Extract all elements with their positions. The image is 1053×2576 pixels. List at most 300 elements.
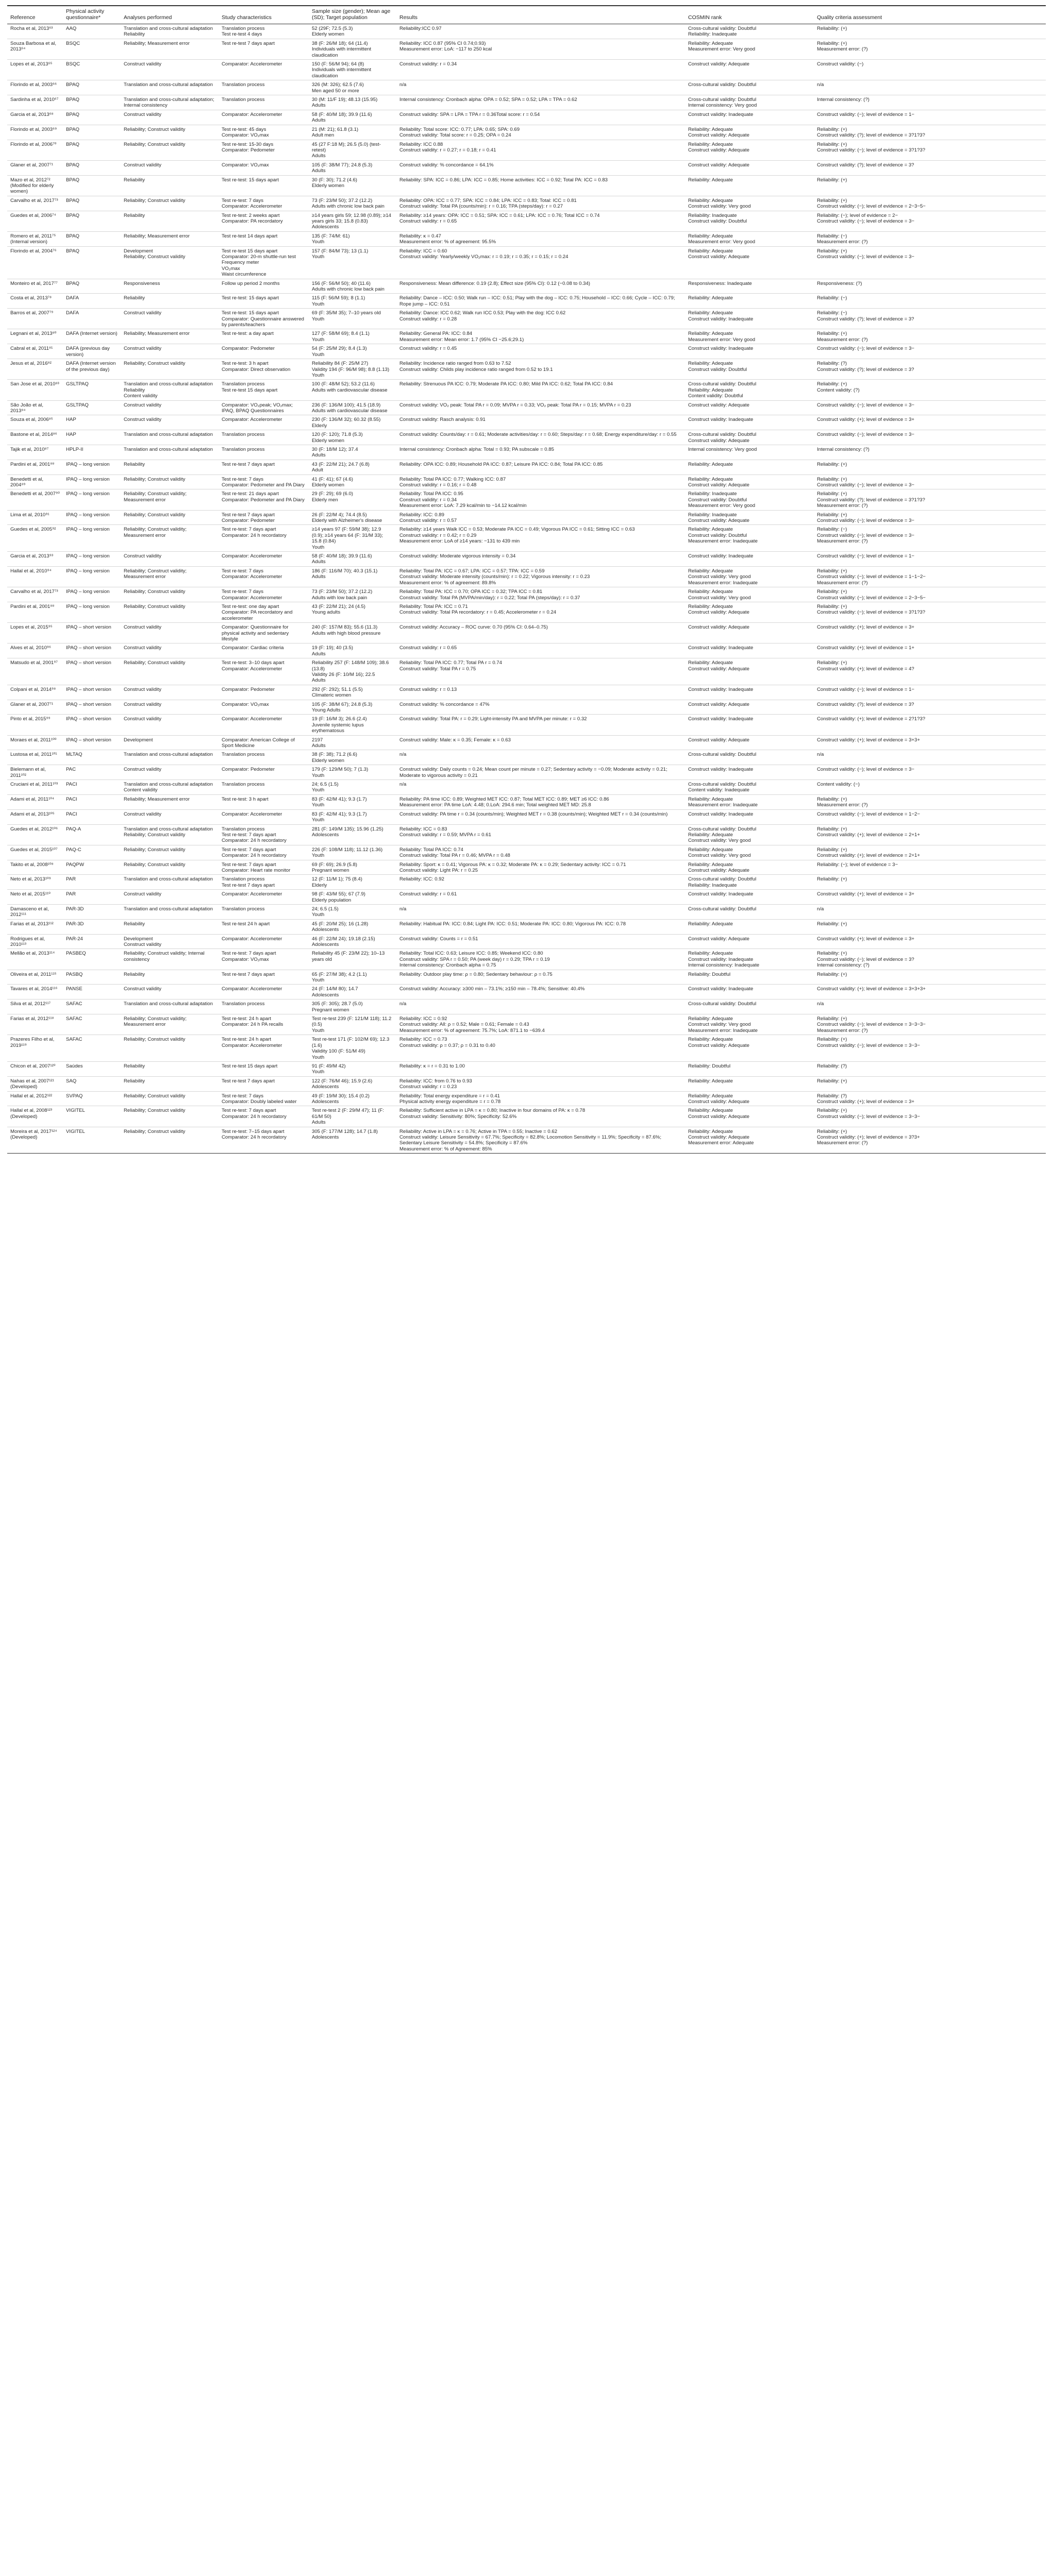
cell-study-characteristics: Translation process	[219, 95, 309, 110]
table-row	[7, 890, 1046, 905]
cell-cosmin-rank: Cross-cultural validity: Doubtful Internal consistency: Very good	[685, 95, 814, 110]
cell-results: Reliability: Total PA ICC: 0.95 Construct validity: r = 0.34 Measurement error: LoA: 7.29 kcal/min to −14.12 kcal/min	[396, 489, 685, 510]
cell-quality-criteria: Internal consistency: (?)	[814, 95, 1046, 110]
cell-results: Construct validity: Male: κ = 0.35; Female: κ = 0.63	[396, 735, 685, 750]
cell-quality-criteria: Reliability: (+) Construct validity: (−); level of evidence = 3?1?3?	[814, 140, 1046, 160]
cell-results: Reliability: SPA: ICC = 0.86; LPA: ICC = 0.85; Home activities: ICC = 0.92; Total PA: ICC = 0.83	[396, 175, 685, 196]
cell-sample: 73 (F: 23/M 50); 37.2 (12.2) Adults with low back pain	[309, 587, 396, 602]
cell-results: Construct validity: VO₂ peak: Total PA r = 0.09; MVPA r = 0.33; VO₂ peak: Total PA r = 0.15; MVPA r = 0.23	[396, 400, 685, 415]
cell-results: Reliability: ≥14 years Walk ICC = 0.53; Moderate PA ICC = 0.49; Vigorous PA ICC = 0.61; Sitting ICC = 0.63 Construct validity: r = 0.42; r = 0.29 Measurement error: LoA of ≥14 years: −131 to 439 min	[396, 525, 685, 552]
cell-study-characteristics: Test re-test: 3–10 days apart Comparator: Accelerometer	[219, 658, 309, 685]
cell-results: Construct validity: r = 0.65	[396, 643, 685, 658]
cell-quality-criteria: Reliability: (+) Measurement error: (?)	[814, 39, 1046, 59]
table-row	[7, 140, 1046, 160]
cell-reference: Damasceno et al, 2012¹¹¹	[7, 904, 63, 919]
cell-reference: Takito et al, 2008¹⁰⁸	[7, 860, 63, 875]
cell-results: Reliability: Active in LPA = κ = 0.76; Active in TPA = 0.55; Inactive = 0.62 Construct validity: Leisure Sensitivity = 67.7%; Specificity = 82.8%; Locomotion Sensitivity = 11.9%; Specificity = 87.6%; Sedentary Leisure Sensitivity = 54.8%; Specificity = 87.6% Measurement error: % of Agreement: 85%	[396, 1127, 685, 1154]
table-body	[7, 24, 1046, 1154]
cell-sample: ≥14 years girls 59; 12.98 (0.89); ≥14 years girls 33; 15.8 (0.83) Adolescents	[309, 211, 396, 231]
cell-study-characteristics: Translation process Test re-test 15 days apart	[219, 380, 309, 400]
cell-sample: 305 (F: 305); 28.7 (5.0) Pregnant women	[309, 999, 396, 1014]
cell-study-characteristics: Test re-test 15 days apart	[219, 1061, 309, 1076]
table-row	[7, 999, 1046, 1014]
cell-cosmin-rank: Cross-cultural validity: Doubtful	[685, 999, 814, 1014]
table-row	[7, 623, 1046, 643]
review-table	[7, 5, 1046, 1154]
cell-cosmin-rank: Construct validity: Inadequate	[685, 643, 814, 658]
table-row	[7, 552, 1046, 567]
table-row	[7, 60, 1046, 80]
cell-cosmin-rank: Reliability: Adequate Construct validity: Adequate Measurement error: Adequate	[685, 1127, 814, 1154]
table-row	[7, 525, 1046, 552]
cell-cosmin-rank: Reliability: Adequate Construct validity: Adequate	[685, 246, 814, 279]
cell-sample: 186 (F: 116/M 70); 40.3 (15.1) Adults	[309, 566, 396, 587]
cell-results: Reliability: General PA: ICC: 0.84 Measurement error: Mean error: 1.7 (95% CI −25.6;29.1)	[396, 329, 685, 344]
cell-reference: Farias et al, 2013¹¹²	[7, 919, 63, 934]
table-row	[7, 211, 1046, 231]
cell-study-characteristics: Comparator: Accelerometer	[219, 934, 309, 949]
cell-reference: Benedetti et al, 2007⁹⁰	[7, 489, 63, 510]
cell-quality-criteria: Reliability: (−) Construct validity: (−); level of evidence = 3− Measurement error: (?)	[814, 525, 1046, 552]
cell-reference: Florindo et al, 2003⁶⁶	[7, 80, 63, 95]
cell-quality-criteria: Reliability: (+) Construct validity: (?); level of evidence = 3?1?3? Measurement error: (?)	[814, 489, 1046, 510]
cell-questionnaire: DAFA	[63, 309, 121, 329]
cell-sample: 281 (F: 149/M 135); 15.96 (1.25) Adolescents	[309, 824, 396, 845]
cell-study-characteristics: Test re-test: 15 days apart Comparator: Questionnaire answered by parents/teachers	[219, 309, 309, 329]
cell-results: Reliability: Total PA ICC: 0.74 Construct validity: Total PA r = 0.46; MVPA r = 0.48	[396, 845, 685, 860]
cell-analyses: Construct validity	[121, 415, 219, 430]
cell-results: Construct validity: % concordance = 64.1%	[396, 160, 685, 175]
cell-questionnaire: BPAQ	[63, 110, 121, 125]
cell-quality-criteria: Reliability: (+) Measurement error: (?)	[814, 794, 1046, 809]
cell-results: Construct validity: Counts = r = 0.51	[396, 934, 685, 949]
cell-quality-criteria: Reliability: (+) Construct validity: (+); level of evidence = 2+1+	[814, 845, 1046, 860]
cell-results: Reliability: OPA: ICC = 0.77; SPA: ICC = 0.84; LPA: ICC = 0.83; Total: ICC = 0.81 Construct validity: Total PA (counts/min): r = 0.16; TPA (steps/day): r = 0.27	[396, 196, 685, 211]
cell-results: Reliability: Dance: ICC 0.62; Walk run ICC 0.53; Play with the dog: ICC 0.62 Construct validity: r = 0.28	[396, 309, 685, 329]
cell-reference: São João et al, 2013⁸⁴	[7, 400, 63, 415]
cell-analyses: Reliability	[121, 1061, 219, 1076]
cell-reference: Moraes et al, 2011¹⁰⁰	[7, 735, 63, 750]
cell-quality-criteria: Construct validity: (+); level of evidence = 3+3+3+	[814, 985, 1046, 999]
cell-reference: Rocha et al, 2013⁶³	[7, 24, 63, 39]
cell-analyses: Reliability	[121, 460, 219, 474]
cell-sample: 73 (F: 23/M 50); 37.2 (12.2) Adults with chronic low back pain	[309, 196, 396, 211]
cell-cosmin-rank: Reliability: Adequate	[685, 1076, 814, 1091]
cell-cosmin-rank: Reliability: Adequate Construct validity: Adequate	[685, 1035, 814, 1062]
cell-cosmin-rank: Reliability: Adequate	[685, 919, 814, 934]
cell-study-characteristics: Test re-test: 3 h apart Comparator: Direct observation	[219, 359, 309, 380]
cell-analyses: Translation and cross-cultural adaptation	[121, 430, 219, 445]
cell-results: Reliability: ≥14 years: OPA: ICC = 0.51; SPA: ICC = 0.61; LPA: ICC = 0.76; Total ICC = 0.74 Construct validity: r = 0.65	[396, 211, 685, 231]
cell-reference: Neto et al, 2015¹¹⁰	[7, 890, 63, 905]
cell-results: Reliability: ICC = 0.73 Construct validity: ρ = 0.37; ρ = 0.31 to 0.40	[396, 1035, 685, 1062]
cell-sample: 54 (F: 25/M 29); 8.4 (1.3) Youth	[309, 344, 396, 359]
cell-cosmin-rank: Reliability: Doubtful	[685, 1061, 814, 1076]
table-header	[7, 6, 1046, 24]
cell-quality-criteria: Construct validity: (?); level of evidence = 3?	[814, 160, 1046, 175]
cell-quality-criteria: Construct validity: (−); level of evidence = 1−	[814, 110, 1046, 125]
cell-study-characteristics: Test re-test 7 days apart	[219, 1076, 309, 1091]
table-row	[7, 474, 1046, 489]
cell-reference: Nahas et al, 2007¹²¹ (Developed)	[7, 1076, 63, 1091]
cell-sample: 305 (F: 177/M 128); 14.7 (1.8) Adolescents	[309, 1127, 396, 1154]
table-row	[7, 1014, 1046, 1035]
cell-study-characteristics: Test re-test 7 days apart	[219, 460, 309, 474]
cell-questionnaire: VIGITEL	[63, 1127, 121, 1154]
cell-reference: Sardinha et al, 2010⁶⁷	[7, 95, 63, 110]
cell-questionnaire: BPAQ	[63, 231, 121, 246]
cell-study-characteristics: Translation process Test re-test 4 days	[219, 24, 309, 39]
cell-study-characteristics: Comparator: Accelerometer	[219, 890, 309, 905]
cell-study-characteristics: Test re-test 15 days apart Comparator: 20-m shuttle-run test Frequency meter VO₂max Waist circumference	[219, 246, 309, 279]
cell-quality-criteria: Reliability: (+) Construct validity: (−); level of evidence = 3−	[814, 474, 1046, 489]
cell-cosmin-rank: Construct validity: Inadequate	[685, 552, 814, 567]
cell-reference: Hallal et al, 2010⁹⁴	[7, 566, 63, 587]
cell-questionnaire: SAFAC	[63, 1035, 121, 1062]
cell-sample: 52 (29F; 72.5 (5.3) Elderly women	[309, 24, 396, 39]
cell-analyses: Development Construct validity	[121, 934, 219, 949]
cell-analyses: Construct validity	[121, 715, 219, 735]
cell-study-characteristics: Comparator: Accelerometer	[219, 552, 309, 567]
cell-study-characteristics: Test re-test: 2 weeks apart Comparator: PA recordatory	[219, 211, 309, 231]
cell-reference: Souza Barbosa et al, 2013⁶⁴	[7, 39, 63, 59]
cell-cosmin-rank: Construct validity: Adequate	[685, 934, 814, 949]
cell-sample: 226 (F: 108/M 118); 11.12 (1.36) Youth	[309, 845, 396, 860]
cell-quality-criteria: Construct validity: (?); level of evidence = 3?	[814, 700, 1046, 715]
column-header-quality-criteria: Quality criteria assessment	[814, 6, 1046, 24]
cell-analyses: Construct validity	[121, 552, 219, 567]
cell-questionnaire: BPAQ	[63, 160, 121, 175]
cell-reference: Pardini et al, 2001⁸⁸	[7, 602, 63, 622]
cell-analyses: Reliability	[121, 1076, 219, 1091]
cell-cosmin-rank: Reliability: Adequate Construct validity: Adequate	[685, 140, 814, 160]
cell-questionnaire: PASBQ	[63, 970, 121, 985]
cell-questionnaire: BPAQ	[63, 175, 121, 196]
cell-reference: Adami et al, 2011¹⁰⁴	[7, 794, 63, 809]
table-row	[7, 39, 1046, 59]
column-header-analyses: Analyses performed	[121, 6, 219, 24]
column-header-results: Results	[396, 6, 685, 24]
cell-questionnaire: IPAQ – long version	[63, 474, 121, 489]
cell-study-characteristics: Translation process	[219, 430, 309, 445]
cell-cosmin-rank: Construct validity: Inadequate	[685, 415, 814, 430]
cell-quality-criteria: Reliability: (−)	[814, 294, 1046, 309]
cell-results: Reliability: ICC 0.87 (95% CI 0.74;0.93) Measurement error: LoA: −117 to 250 kcal	[396, 39, 685, 59]
cell-questionnaire: IPAQ – short version	[63, 685, 121, 700]
cell-cosmin-rank: Cross-cultural validity: Doubtful	[685, 80, 814, 95]
cell-analyses: Construct validity	[121, 400, 219, 415]
cell-questionnaire: PAQ-C	[63, 845, 121, 860]
table-row	[7, 309, 1046, 329]
cell-study-characteristics: Test re-test 7 days apart Comparator: Pedometer	[219, 510, 309, 525]
cell-sample: 58 (F: 40/M 18); 39.9 (11.6) Adults	[309, 552, 396, 567]
cell-quality-criteria: Reliability: (−) Construct validity: (?); level of evidence = 3?	[814, 309, 1046, 329]
cell-results: Construct validity: Moderate vigorous intensity = 0.34	[396, 552, 685, 567]
cell-results: Reliability: Total PA ICC: 0.77; Walking ICC: 0.87 Construct validity: r = 0.16; r = 0.48	[396, 474, 685, 489]
cell-questionnaire: VIGITEL	[63, 1106, 121, 1127]
cell-reference: Cruciani et al, 2011¹⁰³	[7, 780, 63, 795]
cell-questionnaire: DAFA (Internet version of the previous day)	[63, 359, 121, 380]
cell-results: Responsiveness: Mean difference: 0.19 (2.8); Effect size (95% CI): 0.12 (−0.08 to 0.34)	[396, 279, 685, 294]
cell-results: Internal consistency: Cronbach alpha: OPA = 0.52; SPA = 0.52; LPA = TPA = 0.62	[396, 95, 685, 110]
cell-quality-criteria: Reliability: (+) Construct validity: (?); level of evidence = 3?1?3?	[814, 125, 1046, 140]
table-row	[7, 919, 1046, 934]
cell-sample: 30 (F: 30); 71.2 (4.6) Elderly women	[309, 175, 396, 196]
cell-sample: 30 (F: 18/M 12); 37.4 Adults	[309, 445, 396, 460]
cell-reference: Tajik et al, 2010⁸⁷	[7, 445, 63, 460]
cell-study-characteristics: Comparator: Accelerometer	[219, 715, 309, 735]
cell-analyses: Translation and cross-cultural adaptation	[121, 904, 219, 919]
cell-results: Construct validity: PA time r = 0.34 (counts/min); Weighted MET r = 0.38 (counts/min); Weighted MET r = 0.34 (counts/min)	[396, 809, 685, 824]
table-row	[7, 1076, 1046, 1091]
cell-questionnaire: HAP	[63, 430, 121, 445]
cell-questionnaire: IPAQ – long version	[63, 489, 121, 510]
cell-sample: ≥14 years 97 (F: 59/M 38); 12.9 (0.9); ≥14 years 64 (F: 31/M 33); 15.8 (0.84) Youth	[309, 525, 396, 552]
cell-study-characteristics: Test re-test: 24 h apart Comparator: Accelerometer	[219, 1035, 309, 1062]
cell-analyses: Translation and cross-cultural adaptation	[121, 999, 219, 1014]
cell-results: Reliability: Strenuous PA ICC: 0.79; Moderate PA ICC: 0.80; Mild PA ICC: 0.62; Total PA ICC: 0.84	[396, 380, 685, 400]
cell-study-characteristics: Comparator: Accelerometer	[219, 60, 309, 80]
cell-study-characteristics: Comparator: VO₂max	[219, 160, 309, 175]
cell-quality-criteria: Responsiveness: (?)	[814, 279, 1046, 294]
cell-questionnaire: IPAQ – short version	[63, 623, 121, 643]
cell-analyses: Reliability; Construct validity	[121, 196, 219, 211]
cell-analyses: Translation and cross-cultural adaptation	[121, 875, 219, 890]
cell-questionnaire: BPAQ	[63, 279, 121, 294]
cell-sample: 98 (F: 43/M 55); 67 (7.9) Elderly population	[309, 890, 396, 905]
cell-study-characteristics: Test re-test: 3 h apart	[219, 794, 309, 809]
cell-sample: 120 (F: 120); 71.8 (5.3) Elderly women	[309, 430, 396, 445]
table-row	[7, 780, 1046, 795]
cell-sample: Reliability 257 (F: 148/M 109); 38.6 (13.8) Validity 26 (F: 10/M 16); 22.5 Adults	[309, 658, 396, 685]
cell-questionnaire: IPAQ – long version	[63, 525, 121, 552]
table-row	[7, 860, 1046, 875]
cell-sample: Test re-test 2 (F: 29/M 47); 11 (F: 61/M 50) Adults	[309, 1106, 396, 1127]
cell-sample: 24; 6.5 (1.5) Youth	[309, 780, 396, 795]
cell-quality-criteria: Reliability: (+) Construct validity: (−); level of evidence = 3−	[814, 510, 1046, 525]
cell-analyses: Reliability; Construct validity	[121, 510, 219, 525]
cell-analyses: Responsiveness	[121, 279, 219, 294]
cell-results: Reliability: Total energy expenditure = r = 0.41 Physical activity energy expenditure = r = 0.78	[396, 1091, 685, 1106]
cell-reference: Lustosa et al, 2011¹⁰¹	[7, 750, 63, 765]
cell-sample: 38 (F: 26/M 18); 64 (11.4) Individuals with intermittent claudication	[309, 39, 396, 59]
cell-sample: 30 (M: 11/F 19); 48.13 (15.95) Adults	[309, 95, 396, 110]
cell-questionnaire: PANSE	[63, 985, 121, 999]
cell-quality-criteria: Reliability: (+) Measurement error: (?)	[814, 329, 1046, 344]
cell-sample: 45 (27 F:18 M); 26.5 (5.0) (test-retest) Adults	[309, 140, 396, 160]
cell-quality-criteria: Reliability: (+) Construct validity: (−); level of evidence = 2−3−5−	[814, 587, 1046, 602]
cell-questionnaire: PAR-3D	[63, 919, 121, 934]
cell-questionnaire: PAR-24	[63, 934, 121, 949]
cell-study-characteristics: Test re-test: 45 days Comparator: VO₂max	[219, 125, 309, 140]
cell-sample: 38 (F: 38); 71.2 (6.6) Elderly women	[309, 750, 396, 765]
cell-sample: Test re-test 239 (F: 121/M 118); 11.2 (0.5) Youth	[309, 1014, 396, 1035]
cell-analyses: Reliability; Construct validity	[121, 1106, 219, 1127]
cell-cosmin-rank: Reliability: Adequate	[685, 460, 814, 474]
column-header-cosmin-rank: COSMIN rank	[685, 6, 814, 24]
cell-analyses: Reliability; Construct validity; Measurement error	[121, 1014, 219, 1035]
cell-results: Reliability: OPA ICC: 0.89; Household PA ICC: 0.87; Leisure PA ICC: 0.84; Total PA ICC: 0.85	[396, 460, 685, 474]
cell-analyses: Reliability; Construct validity; Measurement error	[121, 489, 219, 510]
cell-reference: Adami et al, 2013¹⁰⁵	[7, 809, 63, 824]
cell-analyses: Reliability; Measurement error	[121, 794, 219, 809]
cell-questionnaire: IPAQ – long version	[63, 460, 121, 474]
cell-questionnaire: IPAQ – short version	[63, 658, 121, 685]
cell-cosmin-rank: Reliability: Adequate Measurement error: Very good	[685, 329, 814, 344]
cell-questionnaire: IPAQ – long version	[63, 552, 121, 567]
cell-cosmin-rank: Reliability: Adequate Construct validity: Very good	[685, 845, 814, 860]
cell-results: Reliability: Habitual PA: ICC: 0.84; Light PA: ICC: 0.51; Moderate PA: ICC: 0.80; Vigorous PA: ICC: 0.78	[396, 919, 685, 934]
cell-reference: Guedes et al, 2012¹⁰⁶	[7, 824, 63, 845]
cell-analyses: Reliability; Construct validity	[121, 845, 219, 860]
cell-reference: Guedes et al, 2005⁹²	[7, 525, 63, 552]
column-header-study-characteristics: Study characteristics	[219, 6, 309, 24]
cell-cosmin-rank: Construct validity: Adequate	[685, 623, 814, 643]
table-row	[7, 750, 1046, 765]
cell-study-characteristics: Test re-test: 24 h apart Comparator: 24 h PA recalls	[219, 1014, 309, 1035]
cell-reference: Mazo et al, 2012⁷² (Modified for elderly women)	[7, 175, 63, 196]
cell-study-characteristics: Comparator: Pedometer	[219, 685, 309, 700]
cell-study-characteristics: Translation process Test re-test: 7 days apart Comparator: 24 h recordatory	[219, 824, 309, 845]
cell-study-characteristics: Test re-test: 15 days apart	[219, 175, 309, 196]
cell-reference: Lima et al, 2010⁹¹	[7, 510, 63, 525]
cell-cosmin-rank: Reliability: Adequate Measurement error: Inadequate	[685, 794, 814, 809]
cell-reference: Farias et al, 2012¹¹⁸	[7, 1014, 63, 1035]
cell-cosmin-rank: Reliability: Adequate Construct validity: Doubtful	[685, 359, 814, 380]
cell-quality-criteria: Reliability: (+) Construct validity: (−); level of evidence = 3−3−	[814, 1035, 1046, 1062]
table-row	[7, 196, 1046, 211]
table-row	[7, 246, 1046, 279]
table-row	[7, 809, 1046, 824]
cell-cosmin-rank: Reliability: Doubtful	[685, 970, 814, 985]
cell-quality-criteria: Reliability: (+) Construct validity: (+); level of evidence = 4?	[814, 658, 1046, 685]
cell-quality-criteria: Reliability: (−) Measurement error: (?)	[814, 231, 1046, 246]
cell-sample: 230 (F: 136/M 32); 60.32 (8.55) Elderly	[309, 415, 396, 430]
cell-questionnaire: IPAQ – long version	[63, 602, 121, 622]
cell-sample: 127 (F: 58/M 69); 8.4 (1.1) Youth	[309, 329, 396, 344]
cell-questionnaire: IPAQ – short version	[63, 643, 121, 658]
column-header-reference: Reference	[7, 6, 63, 24]
cell-reference: Guedes et al, 2006⁷⁴	[7, 211, 63, 231]
cell-quality-criteria: Construct validity: (+); level of evidence = 2?1?3?	[814, 715, 1046, 735]
cell-results: Reliability: Sufficient active in LPA = κ = 0.80; Inactive in four domains of PA: κ = 0.78 Construct validity: Sensitivity: 80%; Specificity: 52.6%	[396, 1106, 685, 1127]
cell-reference: Mellão et al, 2013¹¹⁴	[7, 949, 63, 970]
table-row	[7, 1106, 1046, 1127]
table-row	[7, 700, 1046, 715]
cell-quality-criteria: Internal consistency: (?)	[814, 445, 1046, 460]
cell-reference: Carvalho et al, 2017⁷³	[7, 587, 63, 602]
cell-analyses: Translation and cross-cultural adaptation	[121, 750, 219, 765]
cell-reference: Colpani et al, 2014⁹⁸	[7, 685, 63, 700]
cell-reference: Garcia et al, 2013⁹³	[7, 552, 63, 567]
cell-sample: Reliability 45 (F: 23/M 22); 10–13 years old	[309, 949, 396, 970]
cell-sample: 69 (F: 35/M 35); 7–10 years old Youth	[309, 309, 396, 329]
cell-study-characteristics: Comparator: Pedometer	[219, 344, 309, 359]
cell-quality-criteria: n/a	[814, 80, 1046, 95]
cell-results: Construct validity: Total PA: r = 0.29; Light-intensity PA and MVPA per minute: r = 0.32	[396, 715, 685, 735]
cell-sample: 58 (F: 40/M 18); 39.9 (11.6) Adults	[309, 110, 396, 125]
cell-cosmin-rank: Cross-cultural validity: Doubtful Reliability: Adequate Content validity: Doubtful	[685, 380, 814, 400]
cell-cosmin-rank: Reliability: Adequate Construct validity: Very good Measurement error: Inadequate	[685, 566, 814, 587]
cell-quality-criteria: Construct validity: (−); level of evidence = 1−2−	[814, 809, 1046, 824]
table-row	[7, 1035, 1046, 1062]
cell-results: Reliability: ICC: from 0.76 to 0.93 Construct validity: r = 0.23	[396, 1076, 685, 1091]
cell-sample: 83 (F: 42/M 41); 9.3 (1.7) Youth	[309, 809, 396, 824]
cell-cosmin-rank: Reliability: Adequate	[685, 175, 814, 196]
cell-cosmin-rank: Reliability: Adequate Construct validity: Very good	[685, 587, 814, 602]
table-row	[7, 970, 1046, 985]
cell-sample: 157 (F: 84/M 73); 13 (1.1) Youth	[309, 246, 396, 279]
cell-questionnaire: PAR	[63, 875, 121, 890]
cell-quality-criteria: Reliability: (+) Construct validity: (−); level of evidence = 3? Internal consistency: (?)	[814, 949, 1046, 970]
cell-results: n/a	[396, 750, 685, 765]
cell-questionnaire: HAP	[63, 415, 121, 430]
cell-results: Reliability: Total score: ICC: 0.77; LPA: 0.65; SPA: 0.69 Construct validity: Total score: r = 0.25; OPA = 0.24	[396, 125, 685, 140]
table-row	[7, 160, 1046, 175]
cell-results: Internal consistency: Cronbach alpha: Total = 0.93; PA subscale = 0.85	[396, 445, 685, 460]
cell-cosmin-rank: Reliability: Adequate Construct validity: Very good Measurement error: Inadequate	[685, 1014, 814, 1035]
cell-results: Reliability: Sport: κ = 0.41; Vigorous PA: κ = 0.32; Moderate PA: κ = 0.29; Sedentary activity: ICC = 0.71 Construct validity: Light PA: r = 0.25	[396, 860, 685, 875]
cell-quality-criteria: Content validity: (−)	[814, 780, 1046, 795]
cell-questionnaire: BPAQ	[63, 125, 121, 140]
cell-cosmin-rank: Cross-cultural validity: Doubtful Content validity: Inadequate	[685, 780, 814, 795]
cell-reference: Pinto et al, 2015⁹⁹	[7, 715, 63, 735]
cell-analyses: Reliability; Measurement error	[121, 231, 219, 246]
cell-reference: Chicon et al, 2007¹²⁰	[7, 1061, 63, 1076]
cell-cosmin-rank: Reliability: Adequate Construct validity: Inadequate	[685, 309, 814, 329]
cell-reference: Jesus et al, 2016⁸²	[7, 359, 63, 380]
cell-cosmin-rank: Construct validity: Adequate	[685, 700, 814, 715]
cell-questionnaire: BPAQ	[63, 140, 121, 160]
cell-results: n/a	[396, 999, 685, 1014]
cell-sample: 65 (F: 27/M 38); 4.2 (1.1) Youth	[309, 970, 396, 985]
cell-quality-criteria: Reliability: (+)	[814, 919, 1046, 934]
cell-questionnaire: IPAQ – long version	[63, 587, 121, 602]
cell-reference: Florindo et al, 2003⁶⁹	[7, 125, 63, 140]
cell-reference: Garcia et al, 2013⁶⁸	[7, 110, 63, 125]
table-row	[7, 294, 1046, 309]
table-row	[7, 24, 1046, 39]
cell-reference: Glaner et al, 2007⁷¹	[7, 700, 63, 715]
cell-results: n/a	[396, 80, 685, 95]
cell-study-characteristics: Comparator: Questionnaire for physical activity and sedentary lifestyle	[219, 623, 309, 643]
cell-reference: Neto et al, 2013¹⁰⁹	[7, 875, 63, 890]
cell-quality-criteria: Reliability: (+) Construct validity: (−); level of evidence = 3−3−	[814, 1106, 1046, 1127]
cell-questionnaire: BPAQ	[63, 246, 121, 279]
cell-study-characteristics: Test re-test 7 days apart	[219, 39, 309, 59]
cell-sample: 100 (F: 48/M 52); 53.2 (11.6) Adults with cardiovascular disease	[309, 380, 396, 400]
cell-quality-criteria: n/a	[814, 904, 1046, 919]
table-row	[7, 875, 1046, 890]
cell-quality-criteria: Reliability: (+)	[814, 24, 1046, 39]
table-row	[7, 1091, 1046, 1106]
cell-quality-criteria: Construct validity: (−); level of evidence = 1−	[814, 552, 1046, 567]
table-row	[7, 430, 1046, 445]
cell-study-characteristics: Comparator: Accelerometer	[219, 110, 309, 125]
cell-analyses: Reliability; Construct validity	[121, 587, 219, 602]
cell-questionnaire: GSLTPAQ	[63, 400, 121, 415]
table-row	[7, 658, 1046, 685]
cell-cosmin-rank: Construct validity: Adequate	[685, 400, 814, 415]
cell-quality-criteria: Construct validity: (+); level of evidence = 3+	[814, 623, 1046, 643]
cell-analyses: Construct validity	[121, 685, 219, 700]
cell-sample: 240 (F: 157/M 83); 55.6 (11.3) Adults with high blood pressure	[309, 623, 396, 643]
cell-questionnaire: BPAQ	[63, 211, 121, 231]
cell-cosmin-rank: Cross-cultural validity: Doubtful Reliability: Inadequate	[685, 875, 814, 890]
cell-study-characteristics: Test re-test: 15-30 days Comparator: Pedometer	[219, 140, 309, 160]
cell-results: Construct validity: % concordance = 47%	[396, 700, 685, 715]
cell-quality-criteria: Reliability: (+) Construct validity: (−); level of evidence = 1−1−2− Measurement error: (?)	[814, 566, 1046, 587]
